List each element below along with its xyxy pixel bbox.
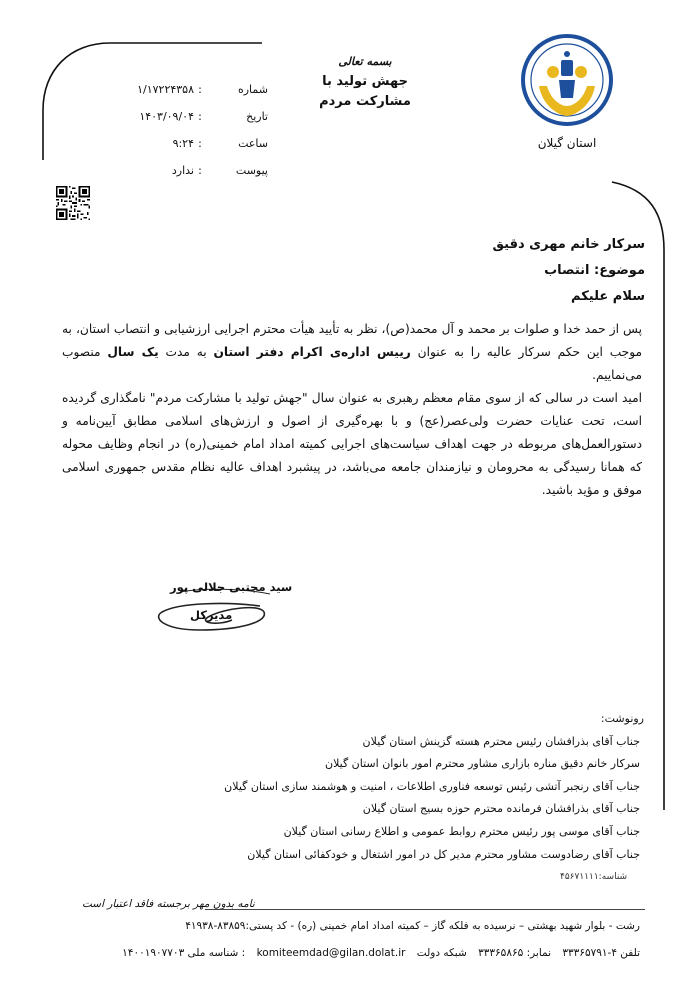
meta-attachment: پیوست : ندارد — [108, 157, 268, 184]
recipient-block — [492, 232, 645, 310]
organization-logo — [512, 30, 622, 150]
cc-item: جناب آقای موسی پور رئیس محترم روابط عمومی و اطلاع رسانی استان گیلان — [283, 824, 640, 838]
paragraph-2: امید است در سالی که از سوی مقام معظم رهبری به عنوان سال "جهش تولید با مشارکت مردم" نامگذاری گردیده است، تحت عنایات حضرت ولی‌عصر(عج) و با بهره‌گیری از اصول و ارزش‌های اسلامی مطابق آیین‌نامه و دستورالعمل‌های مربوطه در جهت اهداف سیاست‌های اجرایی کمیته امداد امام خمینی(ره) در انجام وظایف محوله که همانا رسیدگی به محرومان و نیازمندان جامعه می‌باشد، در پیشبرد اهداف عالیه نظام مقدس جمهوری اسلامی موفق و مؤید باشید. — [62, 391, 642, 497]
archive-number: شناسه:۴۵۶۷۱۱۱۱ — [560, 872, 628, 882]
letter-date: ۱۴۰۳/۰۹/۰۴ — [139, 110, 194, 123]
cc-list — [160, 708, 644, 866]
cc-title: رونوشت: — [600, 712, 644, 725]
cc-item: جناب آقای بذرافشان فرمانده محترم حوزه بسیج استان گیلان — [362, 802, 640, 816]
qr-code-icon[interactable] — [56, 186, 90, 220]
email-link[interactable]: komiteemdad@gilan.dolat.ir — [256, 947, 406, 959]
letter-number: ۱/۱۷۲۲۴۳۵۸ — [137, 83, 194, 96]
term-duration: یک سال — [107, 345, 159, 359]
slogan-line-2: مشارکت مردم — [319, 94, 411, 109]
footer-divider — [205, 909, 645, 910]
greeting: سلام علیکم — [571, 289, 645, 304]
validity-note: نامه بدون مهر برجسته فاقد اعتبار است — [82, 898, 255, 910]
paragraph-1: پس از حمد خدا و صلوات بر محمد و آل محمد(ص)، نظر به تأیید هیأت محترم اجرایی ارزشیابی و انتصاب استان، به موجب این حکم سرکار عالیه را به عنوان رییس اداره‌ی اکرام دفتر استان به مدت یک سال منصوب می‌نماییم. — [62, 322, 643, 382]
position-title: رییس اداره‌ی اکرام دفتر استان — [213, 345, 411, 359]
letter-body — [62, 318, 642, 502]
slogan-line-1: جهش تولید با — [322, 74, 408, 89]
signatory-title: مدیرکل — [190, 608, 233, 622]
letter-attachment: ندارد — [171, 164, 194, 177]
cc-item: سرکار خانم دقیق مناره بازاری مشاور محترم امور بانوان استان گیلان — [324, 757, 640, 771]
cc-item: جناب آقای رنجبر آتشی رئیس توسعه فناوری اطلاعات ، امنیت و هوشمند سازی استان گیلان — [224, 779, 640, 793]
signatory-name: سید مجتبی جلالی پور — [170, 580, 293, 594]
letter-heading — [300, 52, 430, 112]
recipient-name: سرکار خانم مهری دقیق — [492, 237, 645, 252]
letter-meta — [108, 76, 268, 184]
emdad-emblem-icon — [517, 30, 617, 130]
signature-block — [140, 572, 300, 636]
network-label: شبکه دولت — [416, 947, 467, 959]
subject-line: موضوع: انتصاب — [544, 263, 645, 278]
phone-number: تلفن ۴-۳۳۳۶۵۷۹۱ — [562, 947, 640, 959]
footer-address: رشت - بلوار شهید بهشتی – نرسیده به فلکه گاز – کمیته امداد امام خمینی (ره) - کد پستی:۸۳۸۵۹-۴۱۹۳۸ — [185, 920, 640, 932]
meta-date: تاریخ : ۱۴۰۳/۰۹/۰۴ — [108, 103, 268, 130]
fax-number: نمابر: ۳۳۳۶۵۸۶۵ — [478, 947, 552, 959]
province-label: استان گیلان — [537, 136, 597, 150]
bismillah: بسمه تعالی — [338, 55, 392, 68]
footer-contact — [62, 947, 640, 959]
meta-time: ساعت : ۹:۲۴ — [108, 130, 268, 157]
letter-time: ۹:۲۴ — [172, 137, 194, 150]
cc-item: جناب آقای بذرافشان رئیس محترم هسته گزینش استان گیلان — [362, 734, 640, 748]
cc-item: جناب آقای رضادوست مشاور محترم مدیر کل در امور اشتغال و خودکفائی استان گیلان — [247, 847, 640, 861]
meta-number: شماره : ۱/۱۷۲۲۴۳۵۸ — [108, 76, 268, 103]
national-id: : شناسه ملی ۱۴۰۰۱۹۰۷۷۰۳ — [122, 947, 246, 959]
